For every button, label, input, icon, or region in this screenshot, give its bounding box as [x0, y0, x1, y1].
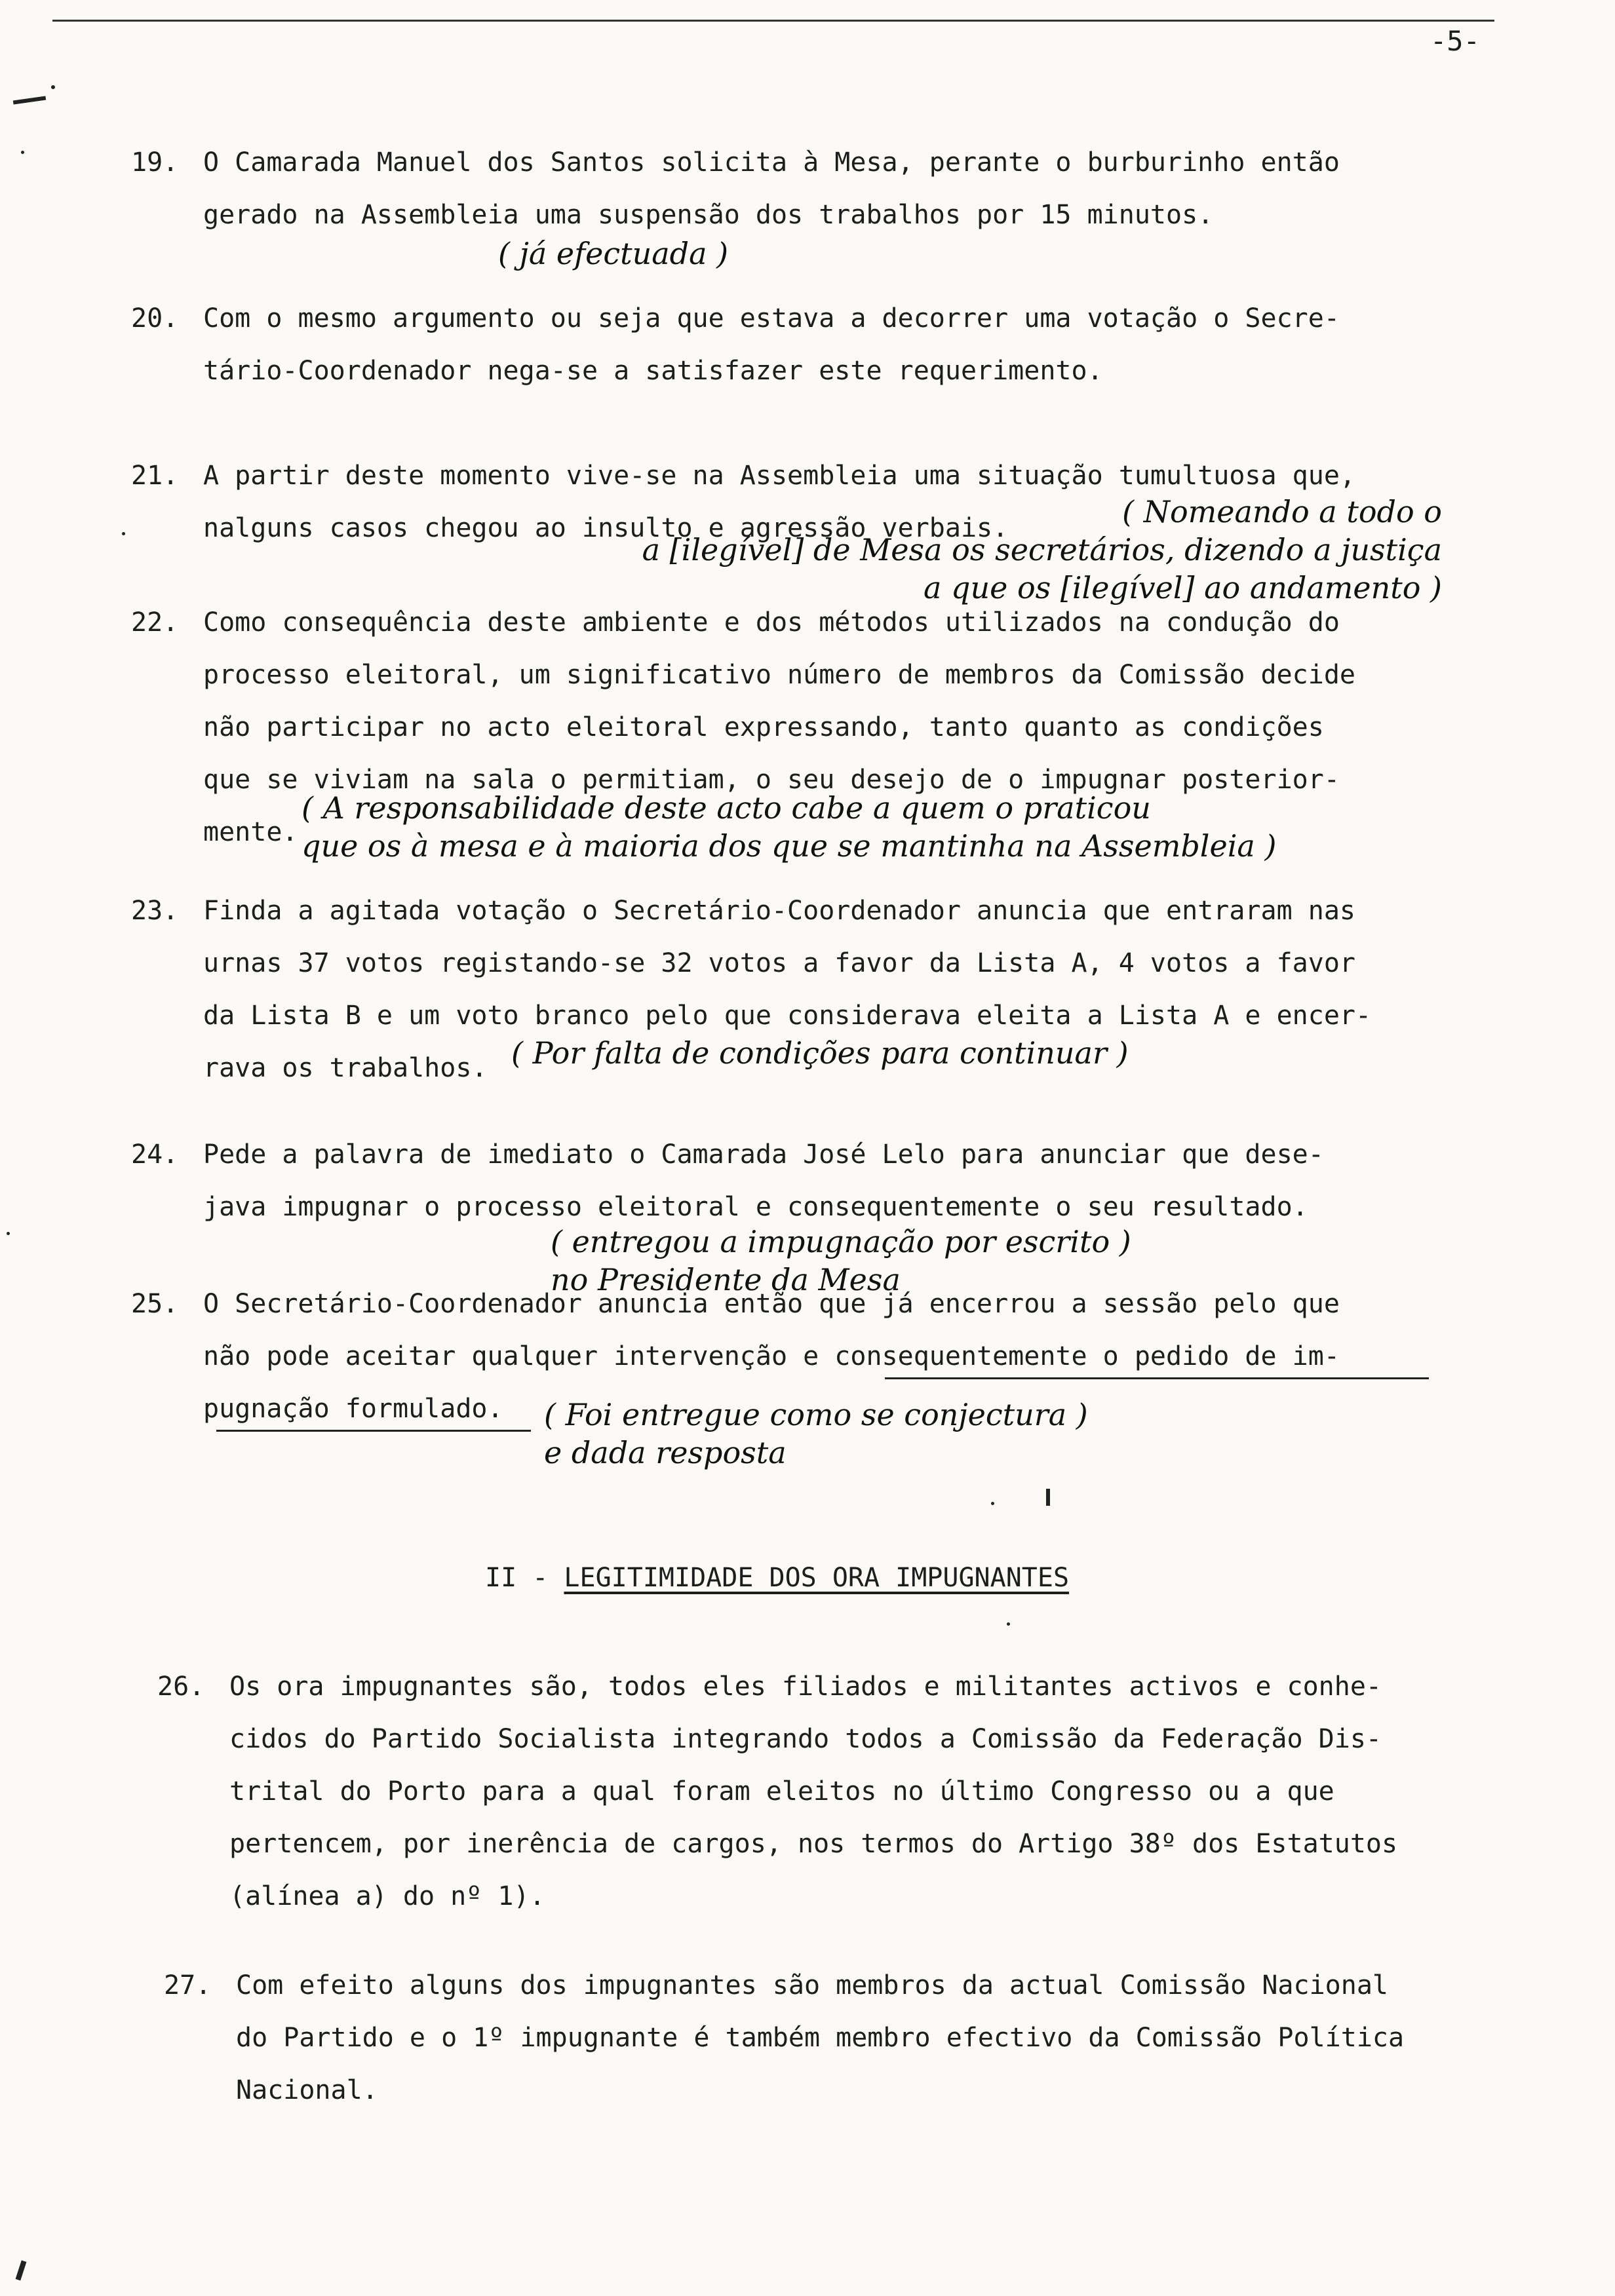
paragraph-number: 19. [131, 147, 179, 178]
section-heading [485, 1558, 1069, 1598]
paragraph-text: Pede a palavra de imediato o Camarada José Lelo para anunciar que dese- java impugnar o processo eleitoral e consequentemente o seu resultado. [203, 1139, 1324, 1222]
scan-mark [16, 2260, 27, 2280]
paragraph-text: A partir deste momento vive-se na Assembleia uma situação tumultuosa que, nalguns casos chegou ao insulto e agressão verbais. [203, 461, 1355, 543]
paragraph-text: Com efeito alguns dos impugnantes são membros da actual Comissão Nacional do Partido e o 1º impugnante é também membro efectivo da Comissão Política Nacional. [236, 1970, 1405, 2105]
paragraph-number: 22. [131, 607, 179, 638]
scan-mark [1046, 1489, 1050, 1506]
scan-speck [1007, 1622, 1010, 1626]
paragraph-number: 27. [164, 1970, 212, 2000]
handwritten-note: ( A responsabilidade deste acto cabe a quem o praticou que os à mesa e à maioria dos que se mantinha na Assembleia ) [302, 790, 1277, 864]
page-number: -5- [1430, 25, 1480, 57]
handwritten-note: ( Nomeando a todo o a [ilegível] de Mesa os secretários, dizendo a justiça a que os [ilegível] ao andamento ) [642, 494, 1442, 605]
paragraph-24 [131, 1128, 1429, 1233]
paragraph-number: 25. [131, 1289, 179, 1319]
paragraph-number: 24. [131, 1139, 179, 1170]
paragraph-number: 21. [131, 461, 179, 491]
paragraph-number: 26. [157, 1672, 205, 1702]
paragraph-27 [164, 1959, 1462, 2116]
paragraph-text: Os ora impugnantes são, todos eles filiados e militantes activos e conhe- cidos do Partido Socialista integrando todos a Comissão da Federação Dis- trital do Porto para a qual foram eleitos no último Congresso ou a que pertencem, por inerência de cargos, nos termos do Artigo 38º dos Estatutos (alínea a) do nº 1). [229, 1672, 1398, 1911]
handwritten-note: ( Por falta de condições para continuar ) [511, 1035, 1129, 1071]
top-rule [52, 20, 1494, 22]
handwritten-note: ( já efectuada ) [498, 236, 729, 271]
paragraph-text: O Secretário-Coordenador anuncia então que já encerrou a sessão pelo que não pode aceitar qualquer intervenção e consequentemente o pedido de im- pugnação formulado. [203, 1289, 1340, 1424]
section-title: LEGITIMIDADE DOS ORA IMPUGNANTES [564, 1563, 1070, 1593]
underline-mark [216, 1430, 531, 1432]
paragraph-text: O Camarada Manuel dos Santos solicita à Mesa, perante o burburinho então gerado na Assembleia uma suspensão dos trabalhos por 15 minutos. [203, 147, 1340, 230]
scan-speck [7, 1232, 10, 1235]
scan-speck [122, 532, 125, 535]
scan-speck [21, 151, 24, 154]
handwritten-note: ( entregou a impugnação por escrito ) no Presidente da Mesa [551, 1224, 1131, 1297]
section-number: II - [485, 1563, 549, 1593]
scan-speck [51, 85, 55, 89]
paragraph-text: Com o mesmo argumento ou seja que estava a decorrer uma votação o Secre- tário-Coordenador nega-se a satisfazer este requerimento. [203, 303, 1340, 386]
paragraph-20 [131, 292, 1429, 397]
paragraph-19 [131, 136, 1429, 241]
paragraph-number: 23. [131, 896, 179, 926]
scan-speck [991, 1502, 994, 1505]
paragraph-text: Como consequência deste ambiente e dos métodos utilizados na condução do processo eleitoral, um significativo número de membros da Comissão decide não participar no acto eleitoral expressando, tanto quanto as condições que se viviam na sala o permitiam, o seu desejo de o impugnar posterior- mente. [203, 607, 1355, 847]
paragraph-number: 20. [131, 303, 179, 334]
handwritten-note: ( Foi entregue como se conjectura ) e dada resposta [544, 1397, 1088, 1470]
paragraph-26 [157, 1660, 1455, 1923]
underline-mark [885, 1377, 1429, 1379]
scan-mark [13, 96, 46, 105]
paragraph-text: Finda a agitada votação o Secretário-Coordenador anuncia que entraram nas urnas 37 votos registando-se 32 votos a favor da Lista A, 4 votos a favor da Lista B e um voto branco pelo que considerava eleita a Lista A e encer- rava os trabalhos. [203, 896, 1372, 1083]
